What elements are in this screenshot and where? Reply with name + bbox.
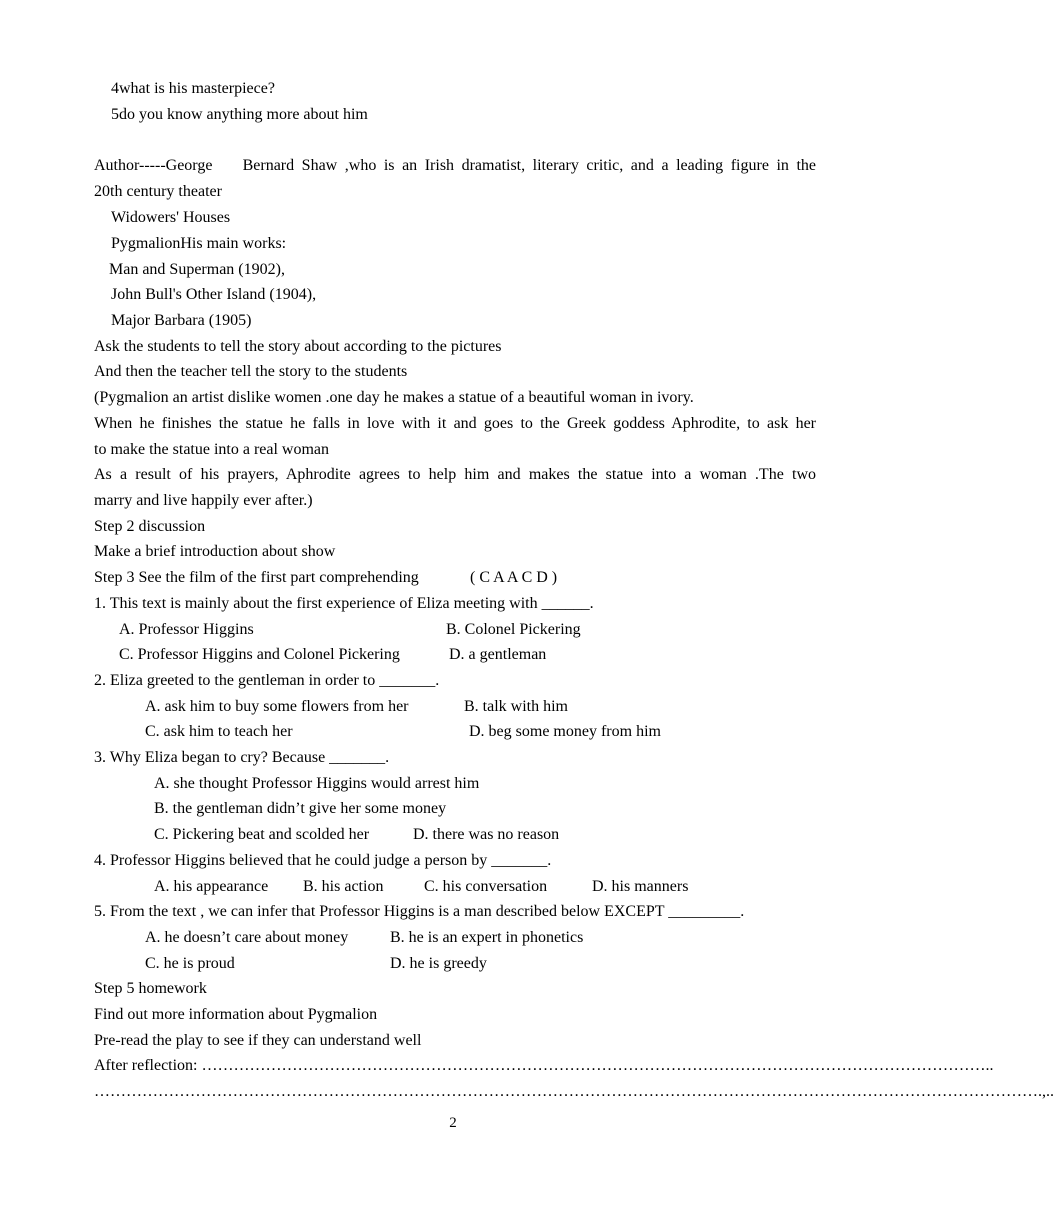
q4-stem: 4. Professor Higgins believed that he could judge a person by _______.	[94, 852, 552, 869]
q5-option-c: C. he is proud	[145, 955, 235, 972]
q1-option-d: D. a gentleman	[449, 646, 547, 663]
story-teacher: And then the teacher tell the story to the students	[94, 363, 408, 380]
story-paragraph-3a: As a result of his prayers, Aphrodite agrees to help him and makes the statue into a woman .The two	[94, 466, 816, 483]
q3-option-a: A. she thought Professor Higgins would arrest him	[154, 775, 480, 792]
q5-option-d: D. he is greedy	[390, 955, 487, 972]
q2-option-b: B. talk with him	[464, 698, 568, 715]
step2-text: Make a brief introduction about show	[94, 543, 336, 560]
q5-option-b: B. he is an expert in phonetics	[390, 929, 584, 946]
q5-option-a: A. he doesn’t care about money	[145, 929, 349, 946]
step5-title: Step 5 homework	[94, 980, 207, 997]
story-paragraph-3b: marry and live happily ever after.)	[94, 492, 313, 509]
work-widowers-houses: Widowers' Houses	[111, 209, 231, 226]
q2-stem: 2. Eliza greeted to the gentleman in order to _______.	[94, 672, 440, 689]
step5-task-1: Find out more information about Pygmalion	[94, 1006, 378, 1023]
work-man-and-superman: Man and Superman (1902),	[109, 261, 285, 278]
step3-answer-key: ( C A A C D )	[470, 569, 558, 586]
q2-option-a: A. ask him to buy some flowers from her	[145, 698, 409, 715]
q1-option-a: A. Professor Higgins	[119, 621, 254, 638]
q1-option-c: C. Professor Higgins and Colonel Pickering	[119, 646, 400, 663]
q4-option-a: A. his appearance	[154, 878, 269, 895]
question-5: 5do you know anything more about him	[111, 106, 368, 123]
step3-title: Step 3 See the film of the first part comprehending	[94, 569, 419, 586]
question-4: 4what is his masterpiece?	[111, 80, 275, 97]
q1-stem: 1. This text is mainly about the first experience of Eliza meeting with ______.	[94, 595, 594, 612]
work-john-bull: John Bull's Other Island (1904),	[111, 286, 317, 303]
author-line-2: 20th century theater	[94, 183, 222, 200]
q2-option-d: D. beg some money from him	[469, 723, 661, 740]
q3-stem: 3. Why Eliza began to cry? Because _______.	[94, 749, 390, 766]
q3-option-c: C. Pickering beat and scolded her	[154, 826, 370, 843]
story-paragraph-2a: When he finishes the statue he falls in love with it and goes to the Greek goddess Aphrodite, to ask her	[94, 415, 816, 432]
step2-title: Step 2 discussion	[94, 518, 206, 535]
reflection-line-1: After reflection: …………………………………………………………………………………………………………………………………..	[94, 1057, 994, 1074]
q2-option-c: C. ask him to teach her	[145, 723, 293, 740]
author-line-1: Author-----George Bernard Shaw ,who is an Irish dramatist, literary critic, and a leading figure in the	[94, 157, 816, 174]
page-number: 2	[449, 1115, 457, 1131]
story-paragraph-1: (Pygmalion an artist dislike women .one day he makes a statue of a beautiful woman in ivory.	[94, 389, 694, 406]
q3-option-b: B. the gentleman didn’t give her some money	[154, 800, 447, 817]
work-pygmalion: PygmalionHis main works:	[111, 235, 287, 252]
q4-option-d: D. his manners	[592, 878, 689, 895]
story-paragraph-2b: to make the statue into a real woman	[94, 441, 330, 458]
story-ask: Ask the students to tell the story about according to the pictures	[94, 338, 502, 355]
work-major-barbara: Major Barbara (1905)	[111, 312, 252, 329]
q1-option-b: B. Colonel Pickering	[446, 621, 581, 638]
q3-option-d: D. there was no reason	[413, 826, 560, 843]
q4-option-b: B. his action	[303, 878, 384, 895]
step5-task-2: Pre-read the play to see if they can understand well	[94, 1032, 422, 1049]
q4-option-c: C. his conversation	[424, 878, 548, 895]
reflection-line-2: …………………………………………………………………………………………………………………………………………………………….,..	[94, 1083, 1054, 1100]
q5-stem: 5. From the text , we can infer that Professor Higgins is a man described below EXCEPT _________.	[94, 903, 745, 920]
